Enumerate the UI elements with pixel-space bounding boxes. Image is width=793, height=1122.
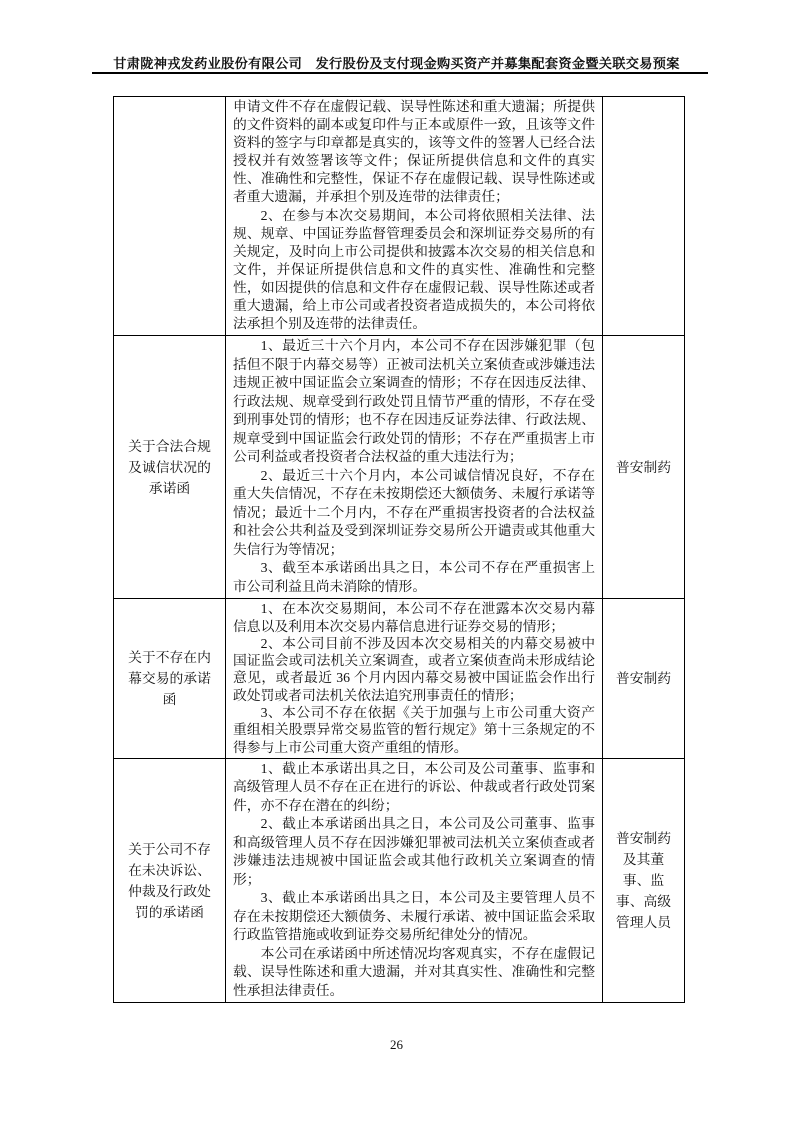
commitment-text-cell (226, 97, 603, 336)
party-cell: 普安制药及其董事、监事、高级管理人员 (603, 758, 685, 1003)
party-cell: 普安制药 (603, 336, 685, 599)
paragraph: 3、截止本承诺函出具之日，本公司及主要管理人员不存在未按期偿还大额债务、未履行承诺、被中国证监会采取行政监管措施或收到证券交易所纪律处分的情况。 (233, 890, 595, 943)
commitment-label-cell: 关于不存在内幕交易的承诺函 (114, 599, 226, 759)
paragraph: 2、最近三十六个月内，本公司诚信情况良好，不存在重大失信情况，不存在未按期偿还大额债务、未履行承诺等情况；最近十二个月内，不存在严重损害投资者的合法权益和社会公共利益及受到深圳证券交易所公开谴责或其他重大失信行为等情况； (233, 467, 595, 557)
header-divider (92, 72, 708, 74)
table-row (114, 758, 685, 1003)
party-cell: 普安制药 (603, 599, 685, 759)
paragraph: 2、本公司目前不涉及因本次交易相关的内幕交易被中国证监会或司法机关立案调查，或者立案侦查尚未形成结论意见，或者最近 36 个月内因内幕交易被中国证监会作出行政处罚或者司法机关依法追究刑事责任的情形； (233, 635, 595, 703)
commitment-text-cell (226, 336, 603, 599)
page-header-title: 甘肃陇神戎发药业股份有限公司 发行股份及支付现金购买资产并募集配套资金暨关联交易预案 (113, 56, 680, 71)
paragraph: 3、截至本承诺函出具之日，本公司不存在严重损害上市公司利益且尚未消除的情形。 (233, 560, 595, 594)
paragraph: 本公司在承诺函中所述情况均客观真实，不存在虚假记载、误导性陈述和重大遗漏，并对其真实性、准确性和完整性承担法律责任。 (233, 945, 595, 998)
table-row (114, 97, 685, 336)
commitment-text-cell (226, 599, 603, 759)
paragraph: 3、本公司不存在依据《关于加强与上市公司重大资产重组相关股票异常交易监管的暂行规定》第十三条规定的不得参与上市公司重大资产重组的情形。 (233, 705, 595, 755)
commitment-label-cell (114, 97, 226, 336)
paragraph: 1、最近三十六个月内，本公司不存在因涉嫌犯罪（包括但不限于内幕交易等）正被司法机关立案侦查或涉嫌违法违规正被中国证监会立案调查的情形；不存在因违反法律、行政法规、规章受到行政处罚且情节严重的情形，不存在受到刑事处罚的情形；也不存在因违反证券法律、行政法规、规章受到中国证监会行政处罚的情形；不存在严重损害上市公司利益或者投资者合法权益的重大违法行为； (233, 338, 595, 465)
paragraph: 1、在本次交易期间，本公司不存在泄露本次交易内幕信息以及利用本次交易内幕信息进行证券交易的情形； (233, 601, 595, 634)
table-row (114, 599, 685, 759)
commitment-text-cell (226, 758, 603, 1003)
commitments-table (113, 96, 685, 1003)
paragraph: 2、截止本承诺函出具之日，本公司及公司董事、监事和高级管理人员不存在因涉嫌犯罪被司法机关立案侦查或者涉嫌违法违规被中国证监会或其他行政机关立案调查的情形； (233, 816, 595, 887)
paragraph: 申请文件不存在虚假记载、误导性陈述和重大遗漏；所提供的文件资料的副本或复印件与正本或原件一致，且该等文件资料的签字与印章都是真实的，该等文件的签署人已经合法授权并有效签署该等文件；保证所提供信息和文件的真实性、准确性和完整性，保证不存在虚假记载、误导性陈述或者重大遗漏，并承担个别及连带的法律责任； (233, 99, 595, 205)
paragraph: 2、在参与本次交易期间，本公司将依照相关法律、法规、规章、中国证券监督管理委员会和深圳证券交易所的有关规定，及时向上市公司提供和披露本次交易的相关信息和文件，并保证所提供信息和文件的真实性、准确性和完整性，如因提供的信息和文件存在虚假记载、误导性陈述或者重大遗漏，给上市公司或者投资者造成损失的，本公司将依法承担个别及连带的法律责任。 (233, 207, 595, 332)
paragraph: 1、截止本承诺出具之日，本公司及公司董事、监事和高级管理人员不存在正在进行的诉讼、仲裁或者行政处罚案件，亦不存在潜在的纠纷； (233, 760, 595, 813)
table-row (114, 336, 685, 599)
commitment-label-cell: 关于合法合规及诚信状况的承诺函 (114, 336, 226, 599)
page-number: 26 (390, 1037, 403, 1052)
party-cell (603, 97, 685, 336)
commitment-label-cell: 关于公司不存在未决诉讼、仲裁及行政处罚的承诺函 (114, 758, 226, 1003)
